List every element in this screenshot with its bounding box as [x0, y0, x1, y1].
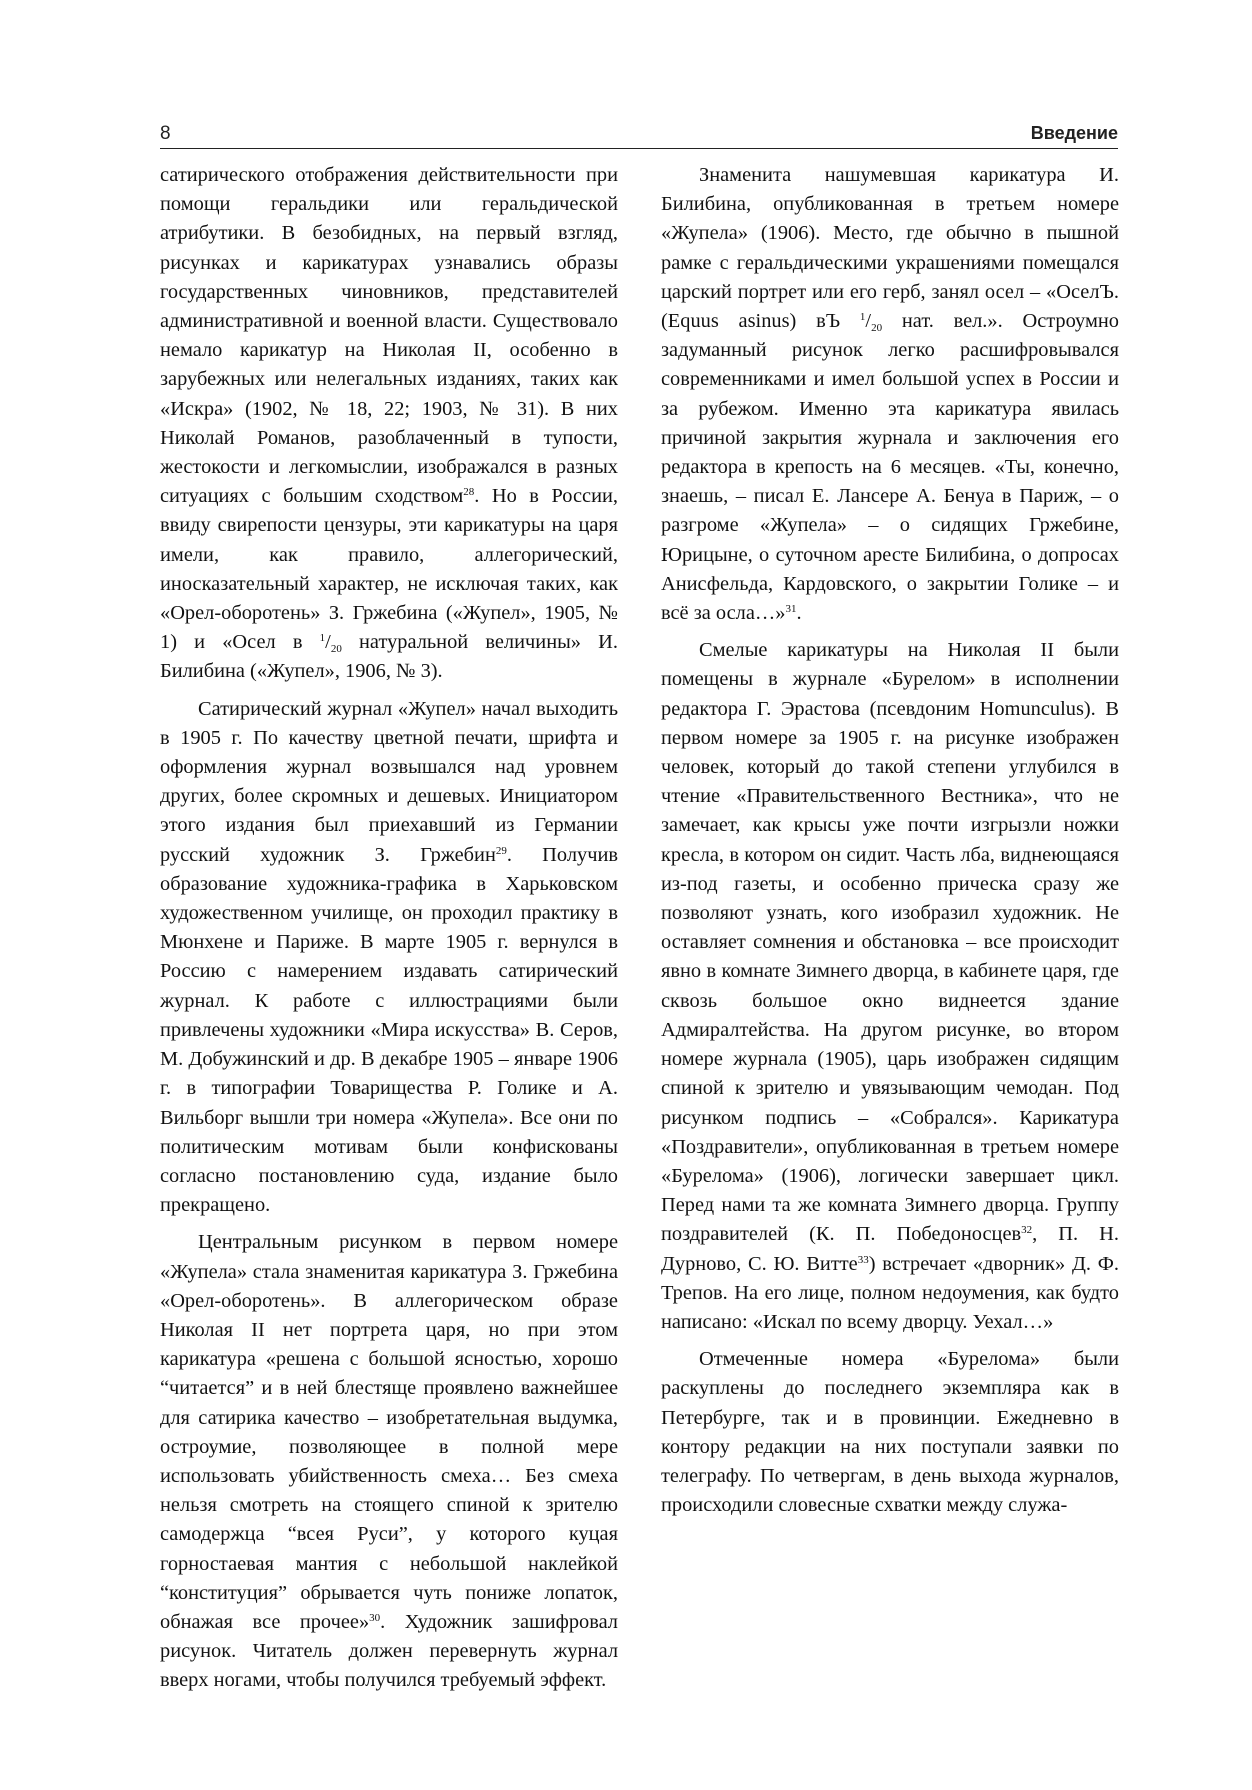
footnote-ref: 31	[785, 603, 797, 616]
text-run: ) встречает «дворник» Д. Ф. Трепов. На его лице, полном недоумения, как будто написано: «Искал по всему дворцу. Уехал…»	[661, 1252, 1119, 1333]
text-run: . Получив образование художника-графика в Харьковском художественном училище, он проходил практику в Мюнхене и Париже. В марте 1905 г. вернулся в Россию с намерением издавать сатирический журнал. К работе с иллюстрациями были привлечены художники «Мира искусства» В. Серов, М. Добужинский и др. В декабре 1905 – январе 1906 г. в типографии Товарищества Р. Голике и А. Вильборг вышли три номера «Жупела». Все они по политическим мотивам были конфискованы согласно постановлению суда, издание было прекращено.	[160, 843, 618, 1217]
text-run: Отмеченные номера «Бурелома» были раскуплены до последнего экземпляра как в Петербурге, так и в провинции. Ежедневно в контору редакции на них поступали заявки по телеграфу. По четвергам, в день выхода журналов, происходили словесные схватки между служа-	[661, 1348, 1119, 1517]
footnote-ref: 29	[495, 844, 507, 857]
paragraph	[661, 636, 1119, 1337]
footnote-ref: 32	[1021, 1224, 1033, 1237]
footnote-ref: 1	[319, 632, 326, 645]
fraction-denominator: 20	[330, 643, 342, 656]
paragraph	[160, 1228, 618, 1695]
page-header	[160, 122, 1118, 149]
footnote-ref: 30	[369, 1611, 381, 1624]
paragraph	[160, 161, 618, 687]
paragraph	[661, 1345, 1119, 1520]
right-column	[661, 161, 1119, 1520]
text-run: Смелые карикатуры на Николая II были помещены в журнале «Бурелом» в исполнении редактора Г. Эрастова (псевдоним Homunculus). В первом номере за 1905 г. на рисунке изображен человек, который до такой степени углубился в чтение «Правительственного Вестника», что не замечает, как крысы уже почти изгрызли ножки кресла, в котором он сидит. Часть лба, виднеющаяся из-под газеты, и особенно прическа сразу же позволяют узнать, кого изобразил художник. Не оставляет сомнения и обстановка – все происходит явно в комнате Зимнего дворца, в кабинете царя, где сквозь большое окно виднеется здание Адмиралтейства. На другом рисунке, во втором номере журнала (1905), царь изображен сидящим спиной к зрителю и увязывающим чемодан. Под рисунком подпись – «Собрался». Карикатура «Поздравители», опубликованная в третьем номере «Бурелома» (1906), логически завершает цикл. Перед нами та же комната Зимнего дворца. Группу поздравителей (К. П. Победоносцев	[661, 639, 1119, 1246]
text-run: . Художник зашифровал рисунок. Читатель должен перевернуть журнал вверх ногами, чтобы получился требуемый эффект.	[160, 1610, 618, 1692]
text-run: Центральным рисунком в первом номере «Жупела» стала знаменитая карикатура З. Гржебина «Орел-оборотень». В аллегорическом образе Николая II нет портрета царя, но при этом карикатура «решена с большой ясностью, хорошо “читается” и в ней блестяще проявлено важнейшее для сатирика качество – изобретательная выдумка, остроумие, позволяющее в полной мере использовать убийственность смеха… Без смеха нельзя смотреть на стоящего спиной к зрителю самодержца “всея Руси”, у которого куцая горностаевая мантия с небольшой наклейкой “конституция” обрывается чуть пониже лопаток, обнажая все прочее»	[160, 1231, 618, 1633]
text-run: Сатирический журнал «Жупел» начал выходить в 1905 г. По качеству цветной печати, шрифта и оформления журнал возвышался над уровнем других, более скромных и дешевых. Инициатором этого издания был приехавший из Германии русский художник З. Гржебин	[160, 697, 618, 866]
footnote-ref: 33	[857, 1253, 869, 1266]
fraction-denominator: 20	[871, 322, 883, 335]
text-run: натуральной величины» И. Билибина («Жупел», 1906, № 3).	[160, 631, 618, 683]
text-run: /	[865, 310, 872, 333]
paragraph	[160, 695, 618, 1221]
page-number: 8	[160, 123, 171, 144]
text-run: /	[325, 631, 331, 654]
text-run: сатирического отображения действительности при помощи геральдики или геральдической атрибутики. В безобидных, на первый взгляд, рисунках и карикатурах узнавались образы государственных чиновников, представителей административной и военной власти. Существовало немало карикатур на Николая II, особенно в зарубежных или нелегальных изданиях, таких как «Искра» (1902, № 18, 22; 1903, № 31). В них Николай Романов, разоблаченный в тупости, жестокости и легкомыслии, изображался в разных ситуациях с большим сходством	[160, 164, 618, 508]
paragraph	[661, 161, 1119, 628]
running-head: Введение	[1030, 123, 1118, 143]
left-column	[160, 161, 618, 1696]
text-run: нат. вел.». Остроумно задуманный рисунок легко расшифровывался современниками и имел большой успех в России и за рубежом. Именно эта карикатура явилась причиной закрытия журнала и заключения его редактора в крепость на 6 месяцев. «Ты, конечно, знаешь, – писал Е. Лансере А. Бенуа в Париж, – о разгроме «Жупела» – о сидящих Гржебине, Юрицыне, о суточном аресте Билибина, о допросах Анисфельда, Кардовского, о закрытии Голике – и всё за осла…»	[661, 310, 1119, 625]
text-run: . Но в России, ввиду свирепости цензуры, эти карикатуры на царя имели, как правило, аллегорический, иносказательный характер, не исключая таких, как «Орел-оборотень» З. Гржебина («Жупел», 1905, № 1) и «Осел в	[160, 485, 618, 654]
text-run: Знаменита нашумевшая карикатура И. Билибина, опубликованная в третьем номере «Жупела» (1906). Место, где обычно в пышной рамке с геральдическими украшениями помещался царский портрет или его герб, занял осел – «ОселЪ. (Equus asinus) вЪ	[661, 164, 1119, 333]
footnote-ref: 1	[859, 311, 866, 324]
footnote-ref: 28	[463, 486, 475, 499]
text-run: , П. Н. Дурново, С. Ю. Витте	[661, 1223, 1119, 1275]
text-run: .	[796, 602, 802, 625]
